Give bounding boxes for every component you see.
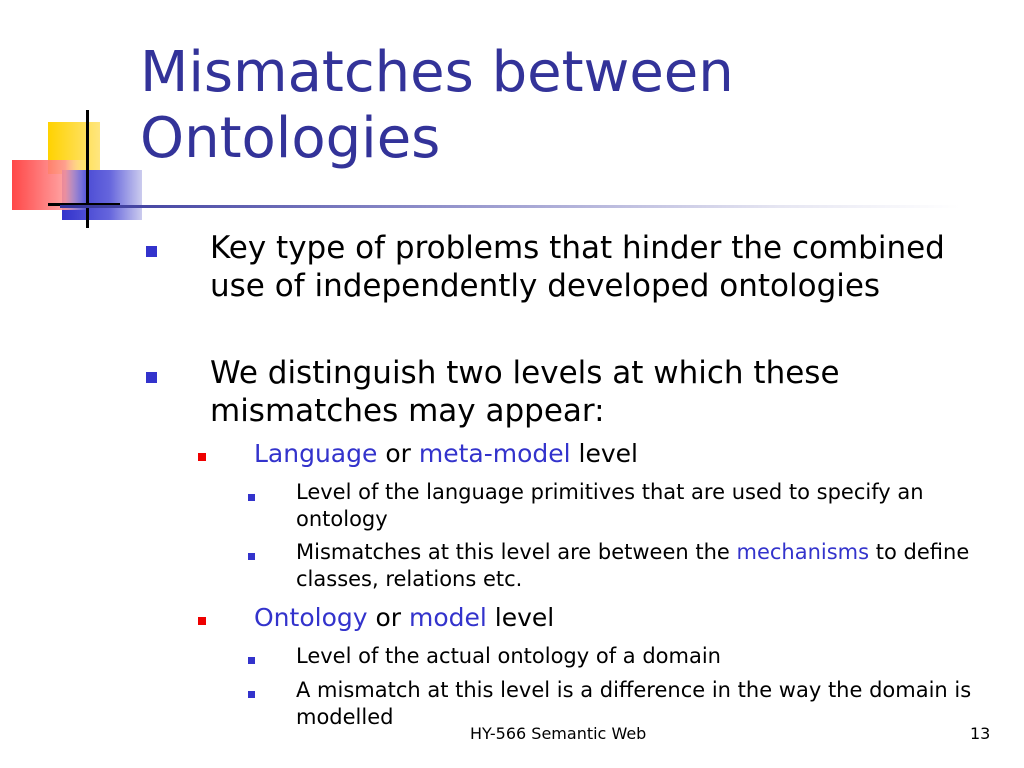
term-language: Language — [254, 439, 378, 468]
sub-bullet-marker — [198, 617, 206, 625]
bullet-marker — [146, 246, 157, 257]
mechanisms-suffix: to define classes, relations etc. — [296, 540, 970, 591]
footer-page-number: 13 — [970, 724, 991, 743]
title-line-2: Ontologies — [140, 106, 441, 171]
sub-bullet-marker — [198, 453, 206, 461]
sub-bullet-ontology-level — [254, 602, 994, 633]
term-level: level — [486, 603, 555, 632]
footer-course-name: HY-566 Semantic Web — [470, 724, 647, 743]
term-model: model — [409, 603, 487, 632]
bullet-item: Key type of problems that hinder the combined use of independently developed ontologies — [210, 230, 945, 304]
mechanisms-prefix: Mismatches at this level are between the — [296, 540, 737, 564]
bullet-item: We distinguish two levels at which these mismatches may appear: — [210, 355, 840, 429]
sub-sub-bullet-marker — [248, 494, 255, 501]
term-ontology: Ontology — [254, 603, 368, 632]
term-level: level — [570, 439, 638, 468]
connector-or: or — [367, 603, 409, 632]
sub-sub-bullet-item: A mismatch at this level is a difference in the way the domain is modelled — [296, 678, 972, 729]
bullet-marker — [146, 372, 157, 383]
sub-sub-bullet-marker — [248, 691, 255, 698]
sub-sub-bullet-item: Level of the actual ontology of a domain — [296, 644, 721, 668]
connector-or: or — [377, 439, 419, 468]
sub-sub-bullet-marker — [248, 553, 255, 560]
term-mechanisms: mechanisms — [736, 540, 870, 564]
sub-sub-bullet-item — [296, 539, 996, 593]
sub-bullet-language-level — [254, 438, 994, 469]
sub-sub-bullet-marker — [248, 657, 255, 664]
term-meta-model: meta-model — [418, 439, 571, 468]
title-line-1: Mismatches between — [140, 40, 734, 105]
sub-sub-bullet-item: Level of the language primitives that are used to specify an ontology — [296, 480, 924, 531]
